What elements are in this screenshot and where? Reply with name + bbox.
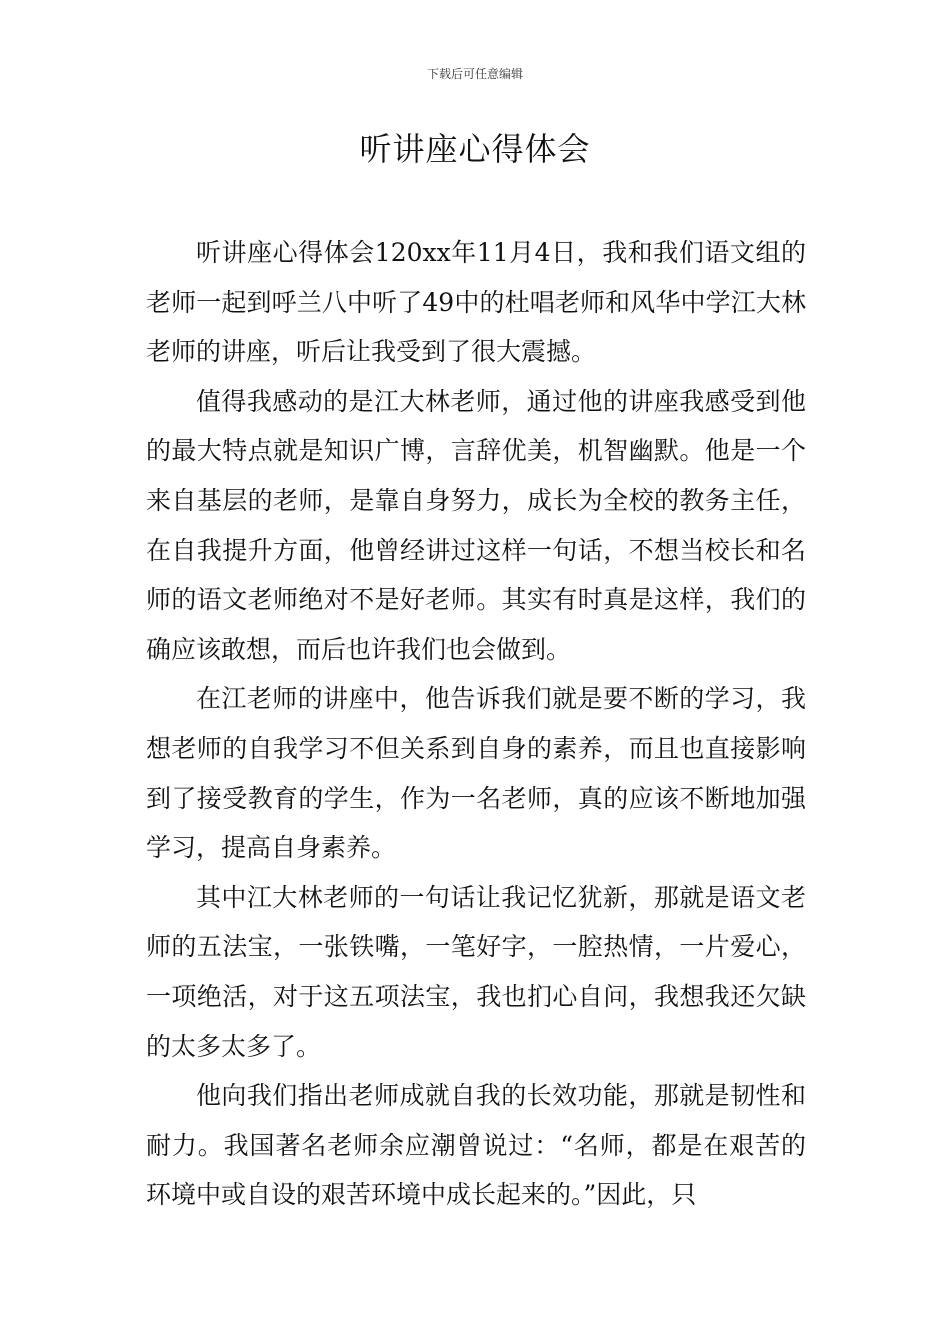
- document-body: [146, 228, 806, 1220]
- paragraph-2: 值得我感动的是江大林老师，通过他的讲座我感受到他的最大特点就是知识广博，言辞优美，机智幽默。他是一个来自基层的老师，是靠自身努力，成长为全校的教务主任，在自我提升方面，他曾经讲过这样一句话，不想当校长和名师的语文老师绝对不是好老师。其实有时真是这样，我们的确应该敢想，而后也许我们也会做到。: [146, 386, 806, 664]
- paragraph-1: 听讲座心得体会120xx年11月4日，我和我们语文组的老师一起到呼兰八中听了49中的杜唱老师和风华中学江大林老师的讲座，听后让我受到了很大震撼。: [146, 238, 806, 367]
- paragraph-5: 他向我们指出老师成就自我的长效功能，那就是韧性和耐力。我国著名老师余应潮曾说过：“名师，都是在艰苦的环境中或自设的艰苦环境中成长起来的。”因此，只: [146, 1081, 806, 1210]
- paragraph-3: 在江老师的讲座中，他告诉我们就是要不断的学习，我想老师的自我学习不但关系到自身的素养，而且也直接影响到了接受教育的学生，作为一名老师，真的应该不断地加强学习，提高自身素养。: [146, 684, 806, 863]
- paragraph-4: 其中江大林老师的一句话让我记忆犹新，那就是语文老师的五法宝，一张铁嘴，一笔好字，一腔热情，一片爱心，一项绝活，对于这五项法宝，我也扪心自问，我想我还欠缺的太多太多了。: [146, 882, 806, 1061]
- header-note: 下载后可任意编辑: [426, 67, 523, 81]
- document-title: 听讲座心得体会: [359, 130, 591, 168]
